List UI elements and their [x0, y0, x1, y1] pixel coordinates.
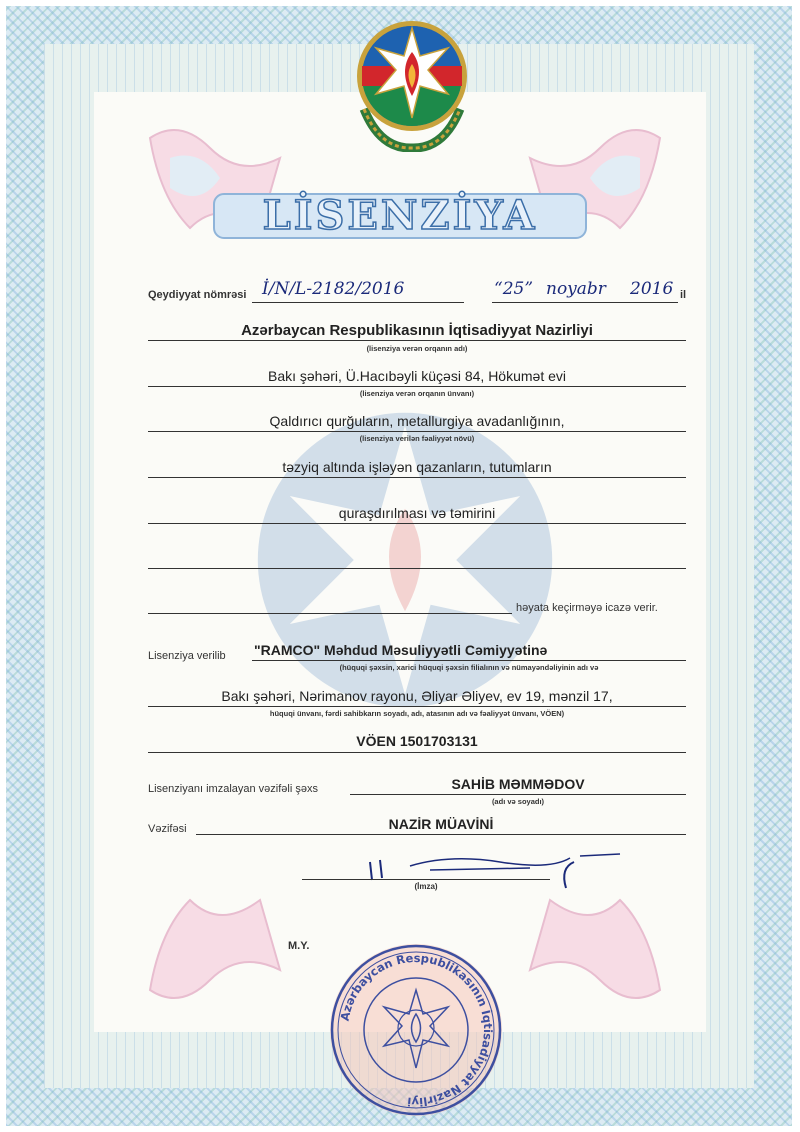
licensee-address: Bakı şəhəri, Nərimanov rayonu, Əliyar Əliyev, ev 19, mənzil 17,	[221, 688, 613, 704]
state-emblem-icon	[350, 14, 474, 152]
issuer-name-line	[148, 340, 686, 341]
seal-label: M.Y.	[288, 940, 310, 952]
licensee-label: Lisenziya verilib	[148, 650, 226, 662]
issuer-address: Bakı şəhəri, Ü.Hacıbəyli küçəsi 84, Hökumət evi	[267, 368, 566, 384]
document-title: LİSENZİYA	[262, 192, 538, 239]
activity-line-1: Qaldırıcı qurğuların, metallurgiya avadanlığının,	[269, 413, 565, 429]
registration-date-day: “25”	[494, 279, 534, 299]
licensee-address-line	[148, 706, 686, 707]
registration-year-suffix: il	[680, 289, 687, 301]
signer-name-line	[350, 794, 686, 795]
activity-line-3: quraşdırılması və təmirini	[338, 505, 496, 521]
issuer-address-line	[148, 386, 686, 387]
stamp-text: Azərbaycan Respublikasının İqtisadiyyat Nazirliyi	[337, 950, 496, 1110]
signer-position: NAZİR MÜAVİNİ	[388, 816, 494, 832]
ornament-bottom-left	[140, 880, 290, 1010]
registration-label: Qeydiyyat nömrəsi	[148, 289, 247, 301]
licensee-voen: VÖEN 1501703131	[356, 733, 478, 749]
licensee-name-line	[252, 660, 686, 661]
permission-text: həyata keçirməyə icazə verir.	[516, 602, 658, 614]
signature-line	[302, 879, 550, 880]
issuer-name-caption: (lisenziya verən orqanın adı)	[366, 344, 468, 353]
activity-line-3-rule	[148, 523, 686, 524]
emblem-watermark	[245, 400, 565, 720]
position-label: Vəzifəsi	[148, 823, 187, 835]
licensee-name: "RAMCO" Məhdud Məsuliyyətli Cəmiyyətinə	[254, 642, 548, 658]
activity-line-2-rule	[148, 477, 686, 478]
title-banner	[0, 188, 800, 249]
activity-line-4-rule	[148, 568, 686, 569]
registration-date-year: 2016	[630, 279, 674, 299]
licensee-address-caption: hüquqi ünvanı, fərdi sahibkarın soyadı, adı, atasının adı və fəaliyyət ünvanı, VÖEN)	[269, 709, 565, 718]
activity-line-1-rule	[148, 431, 686, 432]
signer-name: SAHİB MƏMMƏDOV	[451, 776, 585, 792]
licensee-voen-line	[148, 752, 686, 753]
permission-line	[148, 613, 512, 614]
official-stamp	[326, 940, 506, 1120]
registration-number: İ/N/L-2182/2016	[262, 279, 405, 299]
registration-date-month: noyabr	[546, 279, 606, 299]
signature-caption: (İmza)	[414, 882, 438, 891]
activity-caption: (lisenziya verilən fəaliyyət növü)	[359, 434, 475, 443]
signer-name-caption: (adı və soyadı)	[491, 797, 545, 806]
issuer-name: Azərbaycan Respublikasının İqtisadiyyat Nazirliyi	[241, 322, 593, 339]
issuer-address-caption: (lisenziya verən orqanın ünvanı)	[359, 389, 475, 398]
signer-label: Lisenziyanı imzalayan vəzifəli şəxs	[148, 783, 318, 795]
registration-date-line	[492, 302, 678, 303]
signer-position-line	[196, 834, 686, 835]
ornament-bottom-right	[520, 880, 670, 1010]
registration-number-line	[252, 302, 464, 303]
activity-line-2: təzyiq altında işləyən qazanların, tutumların	[282, 459, 552, 475]
licensee-name-caption: (hüquqi şəxsin, xarici hüquqi şəxsin filialının və nümayəndəliyinin adı və	[339, 663, 599, 672]
